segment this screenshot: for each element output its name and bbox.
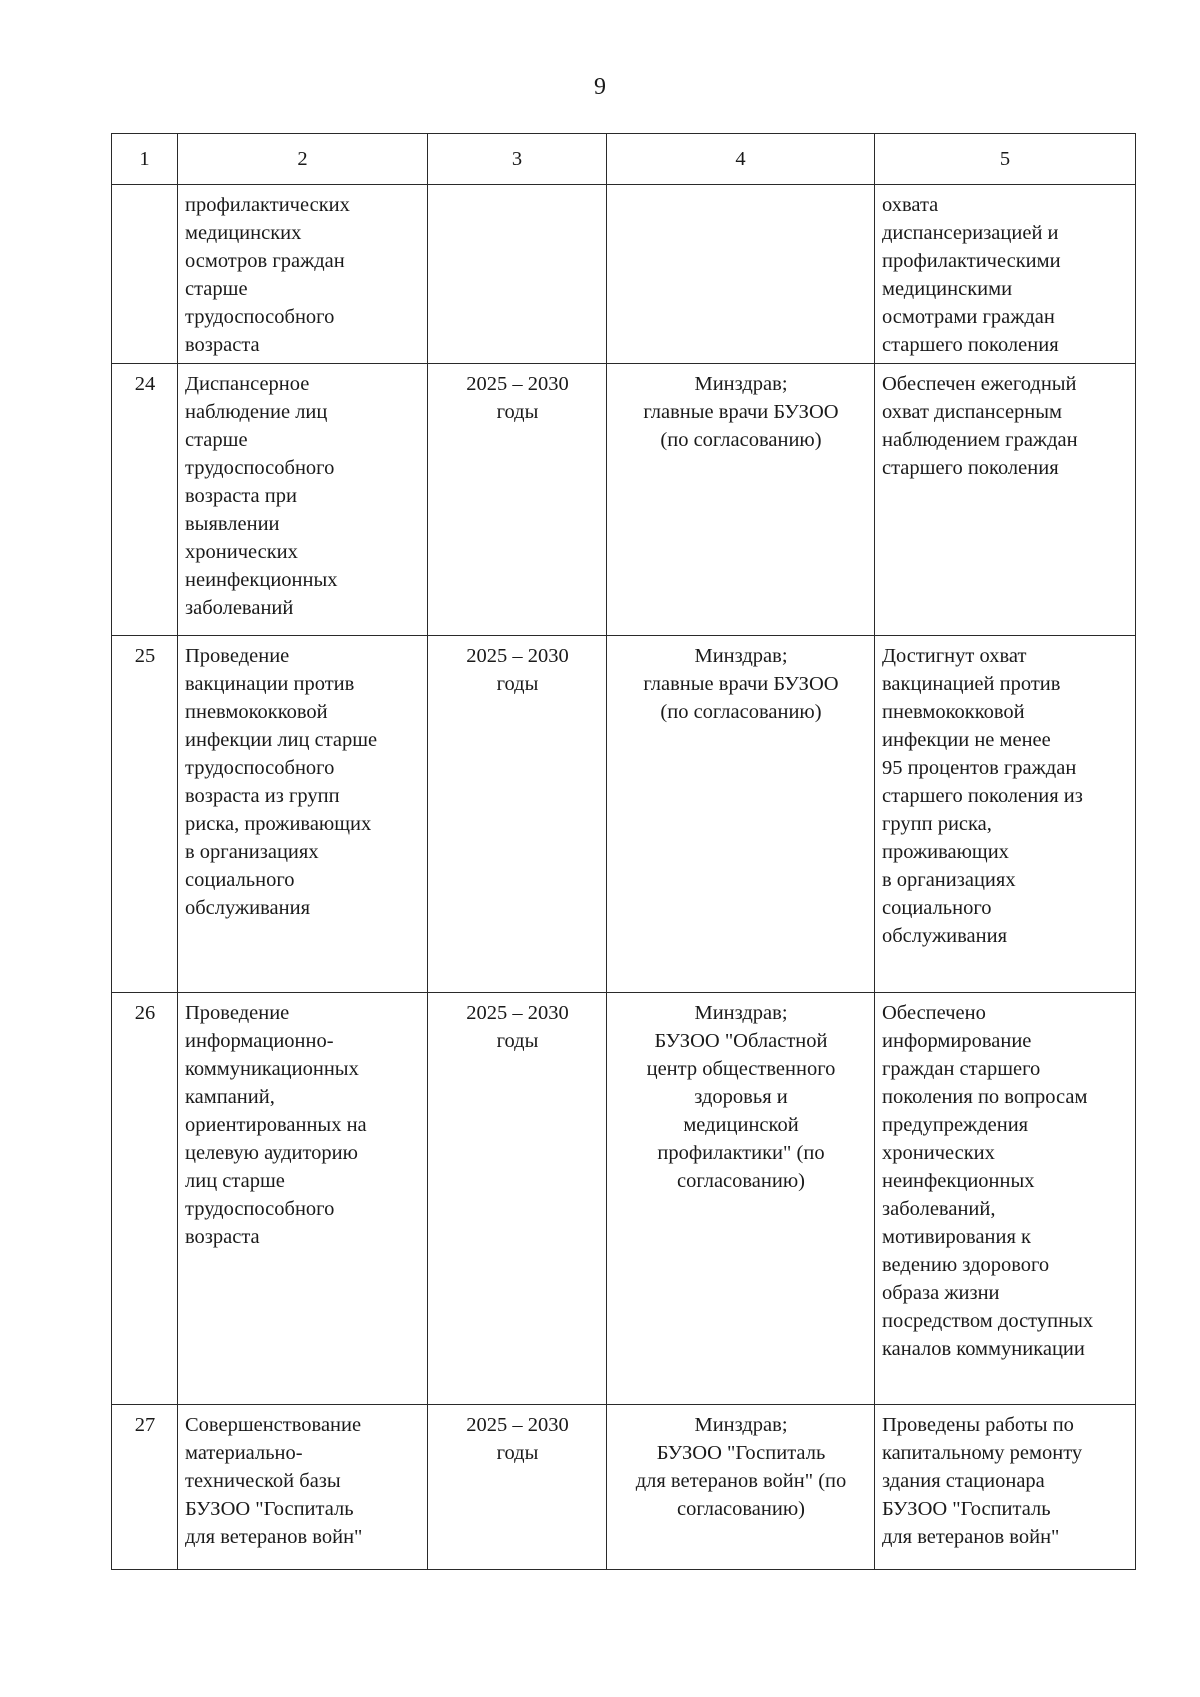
period-cell <box>428 185 607 364</box>
table-row <box>112 993 1136 1405</box>
measure-cell: Проведение информационно- коммуникационных кампаний, ориентированных на целевую аудиторию лиц старше трудоспособного возраста <box>178 993 428 1405</box>
column-header-1: 1 <box>112 134 178 185</box>
table-header-row <box>112 134 1136 185</box>
executor-cell: Минздрав; БУЗОО "Госпиталь для ветеранов войн" (по согласованию) <box>607 1405 875 1570</box>
row-number: 26 <box>112 993 178 1405</box>
page-number: 9 <box>594 74 606 100</box>
executor-cell <box>607 185 875 364</box>
executor-cell: Минздрав; БУЗОО "Областной центр общественного здоровья и медицинской профилактики" (по согласованию) <box>607 993 875 1405</box>
table-row <box>112 364 1136 636</box>
executor-cell: Минздрав; главные врачи БУЗОО (по согласованию) <box>607 636 875 993</box>
table-row <box>112 1405 1136 1570</box>
row-number: 25 <box>112 636 178 993</box>
measure-cell: Совершенствование материально- технической базы БУЗОО "Госпиталь для ветеранов войн" <box>178 1405 428 1570</box>
period-cell: 2025 – 2030 годы <box>428 364 607 636</box>
result-cell: Обеспечено информирование граждан старшего поколения по вопросам предупреждения хронических неинфекционных заболеваний, мотивирования к ведению здорового образа жизни посредством доступных каналов коммуникации <box>875 993 1136 1405</box>
table-row <box>112 636 1136 993</box>
result-cell: Проведены работы по капитальному ремонту здания стационара БУЗОО "Госпиталь для ветеранов войн" <box>875 1405 1136 1570</box>
period-cell: 2025 – 2030 годы <box>428 1405 607 1570</box>
executor-cell: Минздрав; главные врачи БУЗОО (по согласованию) <box>607 364 875 636</box>
row-number: 27 <box>112 1405 178 1570</box>
period-cell: 2025 – 2030 годы <box>428 993 607 1405</box>
measure-cell: Диспансерное наблюдение лиц старше трудоспособного возраста при выявлении хронических неинфекционных заболеваний <box>178 364 428 636</box>
table-row <box>112 185 1136 364</box>
column-header-2: 2 <box>178 134 428 185</box>
measure-cell: Проведение вакцинации против пневмококковой инфекции лиц старше трудоспособного возраста из групп риска, проживающих в организациях социального обслуживания <box>178 636 428 993</box>
column-header-5: 5 <box>875 134 1136 185</box>
measure-cell: профилактических медицинских осмотров граждан старше трудоспособного возраста <box>178 185 428 364</box>
column-header-3: 3 <box>428 134 607 185</box>
result-cell: Достигнут охват вакцинацией против пневмококковой инфекции не менее 95 процентов граждан старшего поколения из групп риска, проживающих в организациях социального обслуживания <box>875 636 1136 993</box>
result-cell: Обеспечен ежегодный охват диспансерным наблюдением граждан старшего поколения <box>875 364 1136 636</box>
column-header-4: 4 <box>607 134 875 185</box>
row-number <box>112 185 178 364</box>
result-cell: охвата диспансеризацией и профилактическими медицинскими осмотрами граждан старшего поколения <box>875 185 1136 364</box>
period-cell: 2025 – 2030 годы <box>428 636 607 993</box>
row-number: 24 <box>112 364 178 636</box>
plan-table <box>111 133 1136 1570</box>
